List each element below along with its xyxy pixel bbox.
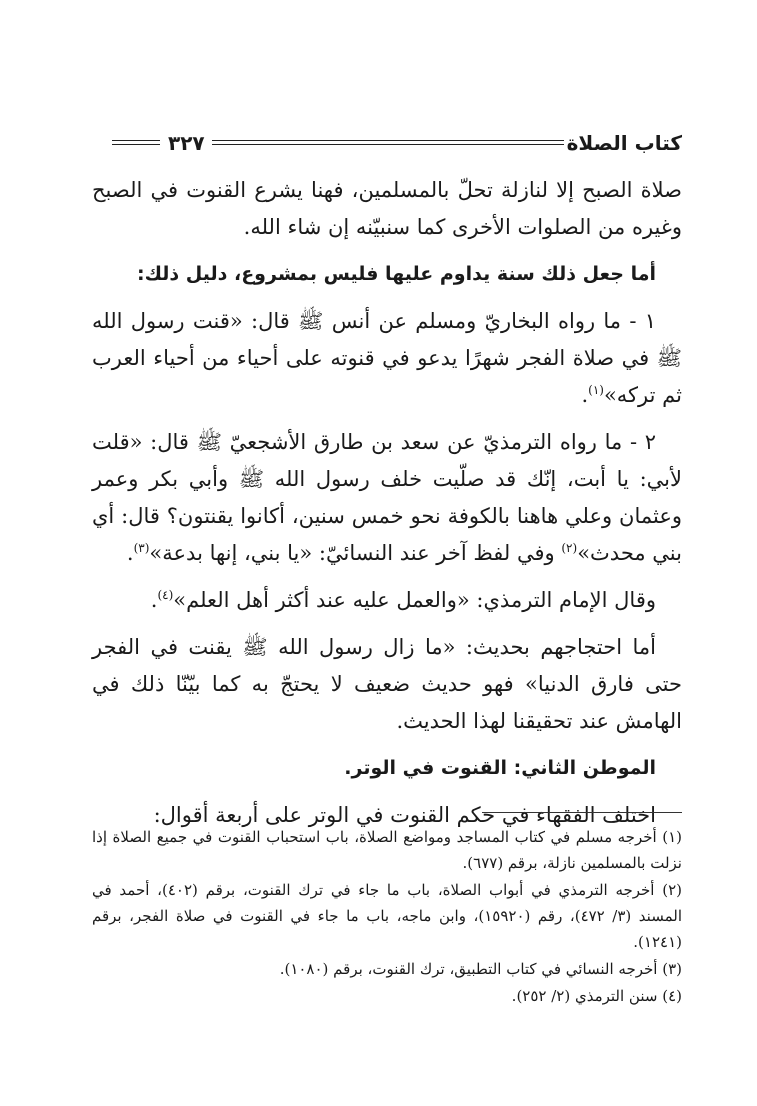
paragraph-4 [92,582,682,619]
running-header [112,128,682,158]
paragraph-6: اختلف الفقهاء في حكم القنوت في الوتر على أربعة أقوال: [153,803,656,827]
paragraph-2 [92,303,682,414]
paragraph-4-end: . [150,588,158,612]
header-rule-short [112,140,160,145]
footnotes [92,824,682,1010]
footnote-ref-4[interactable]: (٤) [157,588,174,602]
footnote-ref-3[interactable]: (٣) [133,541,150,555]
footnote-2: (٢) أخرجه الترمذي في أبواب الصلاة، باب ما جاء في ترك القنوت، برقم (٤٠٢)، أحمد في المسند (٣/ ٤٧٢)، رقم (١٥٩٢٠)، وابن ماجه، باب ما جاء في القنوت في صلاة الفجر، برقم (١٢٤١). [92,881,682,951]
footnote-3: (٣) أخرجه النسائي في كتاب التطبيق، ترك القنوت، برقم (١٠٨٠). [279,960,682,978]
footnote-separator [482,812,682,813]
footnote-ref-1[interactable]: (١) [588,383,604,397]
paragraph-2-text: ١ - ما رواه البخاريّ ومسلم عن أنس ﷺ قال: «قنت رسول الله ﷺ في صلاة الفجر شهرًا يدعو في قنوته على أحياء من أحياء العرب ثم تركه» [92,309,682,407]
paragraph-3 [92,424,682,572]
paragraph-3-text-b: وفي لفظ آخر عند النسائيّ: «يا بني، إنها بدعة» [149,541,562,565]
section-heading-1: أما جعل ذلك سنة يداوم عليها فليس بمشروع، دليل ذلك: [136,263,656,285]
chapter-title: كتاب الصلاة [566,131,682,155]
paragraph-3-end: . [126,541,134,565]
header-rule-long [212,140,564,145]
main-text [92,172,682,844]
paragraph-4-text: وقال الإمام الترمذي: «والعمل عليه عند أكثر أهل العلم» [173,588,656,612]
paragraph-2-end: . [581,383,589,407]
paragraph-1: صلاة الصبح إلا لنازلة تحلّ بالمسلمين، فهنا يشرع القنوت في الصبح وغيره من الصلوات الأخرى كما سنبيّنه إن شاء الله. [92,178,682,239]
paragraph-5: أما احتجاجهم بحديث: «ما زال رسول الله ﷺ يقنت في الفجر حتى فارق الدنيا» فهو حديث ضعيف لا يحتجّ به كما بيّنّا ذلك في الهامش عند تحقيقنا لهذا الحديث. [92,635,682,733]
footnote-4: (٤) سنن الترمذي (٢/ ٢٥٢). [511,987,682,1005]
section-heading-2: الموطن الثاني: القنوت في الوتر. [344,757,656,779]
footnote-ref-2[interactable]: (٢) [561,541,578,555]
footnote-1: (١) أخرجه مسلم في كتاب المساجد ومواضع الصلاة، باب استحباب القنوت في جميع الصلاة إذا نزلت بالمسلمين نازلة، برقم (٦٧٧). [92,828,682,872]
paragraph-3-text-a: ٢ - ما رواه الترمذيّ عن سعد بن طارق الأشجعيّ ﷺ قال: «قلت لأبي: يا أبت، إنّك قد صلّيت خلف رسول الله ﷺ وأبي بكر وعمر وعثمان وعلي هاهنا بالكوفة نحو خمس سنين، أكانوا يقنتون؟ قال: أي بني محدث» [92,430,682,565]
page-number: ٣٢٧ [168,131,205,155]
